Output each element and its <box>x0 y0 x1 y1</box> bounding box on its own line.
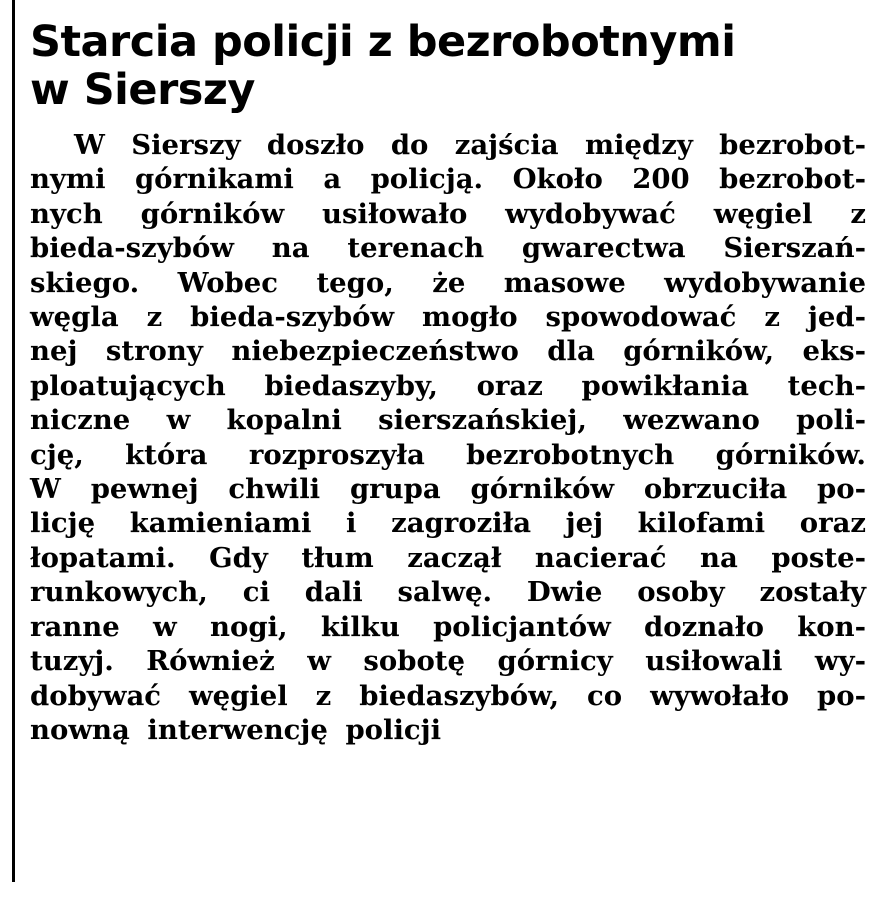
body-line: nych górników usiłowało wydobywać węgiel z <box>30 197 866 230</box>
body-line: skiego. Wobec tego, że masowe wydobywanie <box>30 266 866 299</box>
body-line: runkowych, ci dali salwę. Dwie osoby zostały <box>30 576 866 609</box>
headline-line: w Sierszy <box>30 65 255 115</box>
body-line: łopatami. Gdy tłum zaczął nacierać na poste- <box>30 541 866 574</box>
body-line: bieda-szybów na terenach gwarectwa Sierszań- <box>30 232 866 265</box>
body-line: W pewnej chwili grupa górników obrzuciła po- <box>30 473 866 506</box>
body-line: ranne w nogi, kilku policjantów doznało kon- <box>30 610 866 643</box>
body-line: W Sierszy doszło do zajścia między bezrobot- <box>74 129 866 161</box>
body-line: ploatujących biedaszyby, oraz powikłania tech- <box>30 369 866 402</box>
body-line: dobywać węgiel z biedaszybów, co wywołało po- <box>30 679 866 712</box>
body-line: niczne w kopalni sierszańskiej, wezwano poli- <box>30 404 866 437</box>
body-line: nymi górnikami a policją. Około 200 bezrobot- <box>30 163 866 196</box>
body-line: tuzyj. Również w sobotę górnicy usiłowali wy- <box>30 645 866 678</box>
body-line: nowną interwencję policji <box>30 713 442 746</box>
headline <box>30 18 866 114</box>
article-body <box>30 128 866 747</box>
body-line: licję kamieniami i zagroziła jej kilofami oraz <box>30 507 866 540</box>
body-line: nej strony niebezpieczeństwo dla górników, eks- <box>30 335 866 368</box>
column-rule <box>12 0 15 882</box>
headline-line: Starcia policji z bezrobotnymi <box>30 17 736 67</box>
body-line: węgla z bieda-szybów mogło spowodować z jed- <box>30 301 866 334</box>
news-article <box>30 18 866 747</box>
body-line: cję, która rozproszyła bezrobotnych górników. <box>30 438 866 471</box>
